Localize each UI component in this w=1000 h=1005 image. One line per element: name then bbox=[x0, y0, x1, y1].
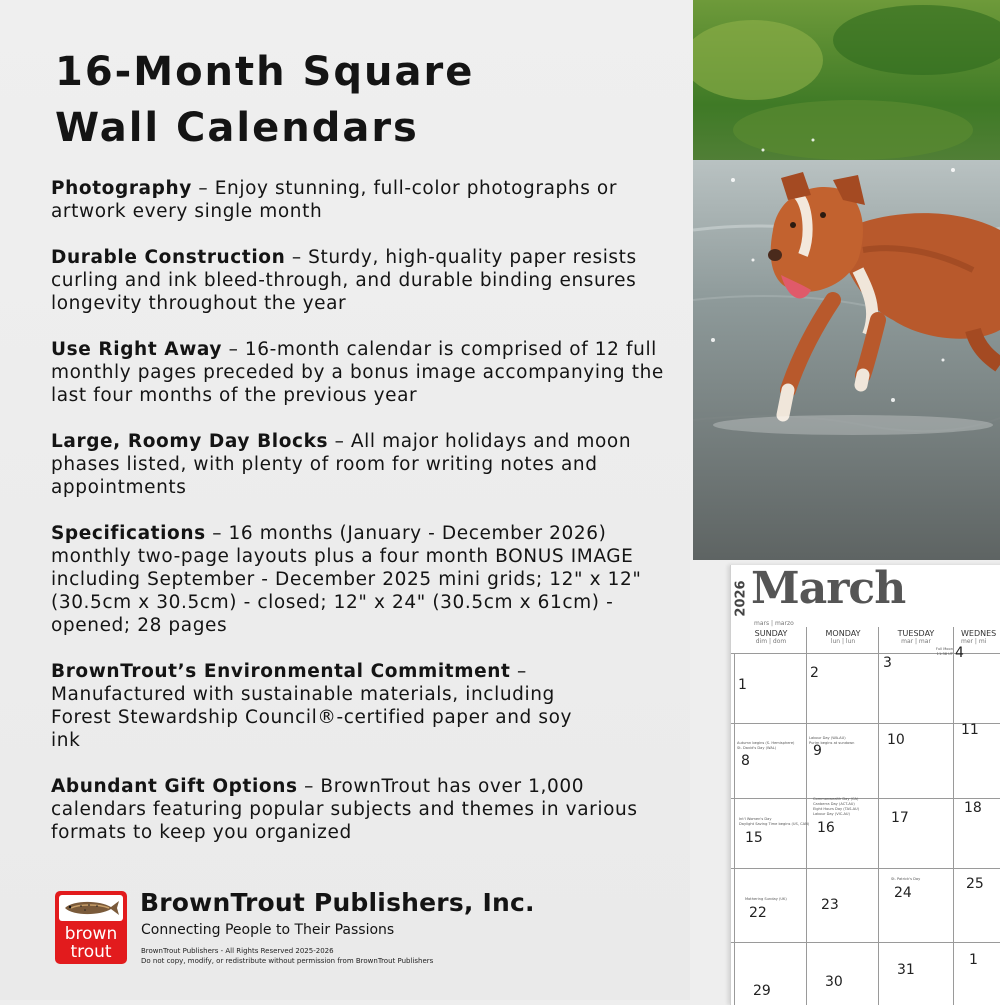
grid-line bbox=[731, 723, 1000, 724]
calendar-page-march bbox=[730, 565, 1000, 1005]
grid-line bbox=[731, 798, 1000, 799]
date-cell: 1 bbox=[738, 677, 747, 693]
day-name: TUESDAY bbox=[897, 629, 935, 638]
holiday-note: St. David's Day (WAL) bbox=[737, 746, 777, 750]
date-cell: 30 bbox=[825, 974, 843, 990]
feature-heading: Photography bbox=[51, 178, 192, 199]
day-header-wednesday bbox=[961, 629, 1000, 645]
day-name: SUNDAY bbox=[754, 629, 788, 638]
logo-word-trout: trout bbox=[70, 942, 112, 962]
grid-line bbox=[878, 627, 879, 1005]
feature-heading: Durable Construction bbox=[51, 247, 286, 268]
holiday-note: Labour Day (VIC-AU) bbox=[813, 812, 850, 816]
day-name: WEDNES bbox=[961, 629, 997, 638]
date-cell: 11 bbox=[961, 722, 979, 738]
feature-durable-construction bbox=[51, 246, 676, 315]
day-name: MONDAY bbox=[825, 629, 861, 638]
feature-text: – 16 months (January - December 2026) monthly two-page layouts plus a four month BONUS IMAGE including September - December 2025 mini grids; 12" x 12" (30.5cm x 30.5cm) - closed; 12" x 24" (30.5cm x 61cm) - opened; 28 pages bbox=[51, 523, 642, 636]
feature-use-right-away bbox=[51, 338, 676, 407]
feature-environmental bbox=[51, 660, 591, 752]
feature-heading: Specifications bbox=[51, 523, 206, 544]
feature-list bbox=[51, 177, 676, 867]
grid-line bbox=[953, 627, 954, 1005]
date-cell: 24 bbox=[894, 885, 912, 901]
feature-text: – Sturdy, high-quality paper resists curling and ink bleed-through, and durable binding ensures longevity throughout the year bbox=[51, 247, 637, 314]
page-title bbox=[55, 44, 474, 156]
date-cell: 25 bbox=[966, 876, 984, 892]
feature-photography bbox=[51, 177, 676, 223]
holiday-note: Purim begins at sundown bbox=[809, 741, 855, 745]
date-cell: 31 bbox=[897, 962, 915, 978]
holiday-note: Int'l Women's Day bbox=[739, 817, 772, 821]
title-line-1: 16-Month Square bbox=[55, 49, 475, 95]
feature-day-blocks bbox=[51, 430, 676, 499]
feature-heading: Abundant Gift Options bbox=[51, 776, 298, 797]
grid-line bbox=[731, 868, 1000, 869]
dog-in-water-photo bbox=[693, 0, 1000, 560]
day-name-translations: dim | dom bbox=[755, 638, 787, 645]
date-cell: 10 bbox=[887, 732, 905, 748]
holiday-note: Eight Hours Day (TAS-AU) bbox=[813, 807, 860, 811]
date-cell: 18 bbox=[964, 800, 982, 816]
day-header-sunday bbox=[736, 629, 806, 645]
legal-line-2: Do not copy, modify, or redistribute without permission from BrownTrout Publishers bbox=[141, 957, 434, 965]
holiday-note: Canberra Day (ACT-AU) bbox=[813, 802, 855, 806]
grid-line bbox=[806, 627, 807, 1005]
holiday-note: Labour Day (WA-AU) bbox=[809, 736, 846, 740]
calendar-month-title: March bbox=[751, 565, 906, 614]
holiday-note: Autumn begins (S. Hemisphere) bbox=[737, 741, 795, 745]
grid-line bbox=[734, 653, 735, 1005]
date-cell: 3 bbox=[883, 655, 892, 671]
date-cell: 1 bbox=[969, 952, 978, 968]
holiday-note: Commonwealth Day (CA) bbox=[813, 797, 859, 801]
date-cell: 15 bbox=[745, 830, 763, 846]
date-cell: 22 bbox=[749, 905, 767, 921]
date-cell: 2 bbox=[810, 665, 819, 681]
day-header-monday bbox=[808, 629, 878, 645]
feature-heading: BrownTrout’s Environmental Commitment bbox=[51, 661, 511, 682]
calendar-month-translations: mars | marzo bbox=[754, 620, 794, 627]
date-cell: 9 bbox=[813, 743, 822, 759]
browntrout-logo bbox=[55, 891, 127, 964]
publisher-tagline: Connecting People to Their Passions bbox=[141, 922, 395, 938]
holiday-note: Daylight Saving Time begins (US, CAN) bbox=[739, 822, 810, 826]
feature-text: – All major holidays and moon phases listed, with plenty of room for writing notes and appointments bbox=[51, 431, 632, 498]
grid-line bbox=[731, 942, 1000, 943]
day-header-tuesday bbox=[881, 629, 951, 645]
title-line-2: Wall Calendars bbox=[55, 105, 419, 151]
trout-fish-icon bbox=[59, 895, 123, 921]
day-name-translations: mer | mi bbox=[961, 638, 987, 645]
date-cell: 4 bbox=[955, 645, 964, 661]
moon-phase-note: Full Moon 11:38 UT bbox=[935, 647, 953, 656]
publisher-name: BrownTrout Publishers, Inc. bbox=[140, 888, 535, 917]
feature-text: – Enjoy stunning, full-color photographs or artwork every single month bbox=[51, 178, 618, 222]
logo-word-brown: brown bbox=[64, 924, 118, 944]
holiday-note: Mothering Sunday (UK) bbox=[745, 897, 787, 901]
feature-specifications bbox=[51, 522, 676, 637]
feature-text: – BrownTrout has over 1,000 calendars featuring popular subjects and themes in various formats to keep you organized bbox=[51, 776, 638, 843]
day-name-translations: lun | lun bbox=[830, 638, 856, 645]
date-cell: 8 bbox=[741, 753, 750, 769]
date-cell: 17 bbox=[891, 810, 909, 826]
date-cell: 23 bbox=[821, 897, 839, 913]
calendar-year: 2026 bbox=[733, 580, 749, 617]
feature-text: – Manufactured with sustainable materials, including Forest Stewardship Council®-certified paper and soy ink bbox=[51, 661, 573, 751]
feature-heading: Large, Roomy Day Blocks bbox=[51, 431, 329, 452]
legal-notice bbox=[141, 946, 433, 966]
date-cell: 16 bbox=[817, 820, 835, 836]
feature-heading: Use Right Away bbox=[51, 339, 223, 360]
feature-text: – 16-month calendar is comprised of 12 full monthly pages preceded by a bonus image accompanying the last four months of the previous year bbox=[51, 339, 664, 406]
feature-gift-options bbox=[51, 775, 676, 844]
day-name-translations: mar | mar bbox=[901, 638, 931, 645]
legal-line-1: BrownTrout Publishers - All Rights Reserved 2025-2026 bbox=[141, 947, 334, 955]
date-cell: 29 bbox=[753, 983, 771, 999]
holiday-note: St. Patrick's Day bbox=[891, 877, 921, 881]
